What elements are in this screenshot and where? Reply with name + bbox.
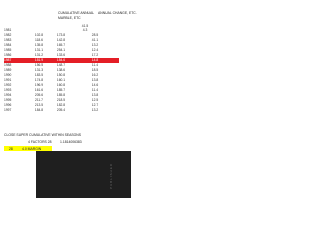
- footer-factor-value: 1.1814006383: [60, 140, 82, 144]
- value-cell: 14.8: [91, 58, 99, 62]
- value-cell: 174.8: [34, 78, 44, 82]
- year-cell: 1996: [4, 103, 12, 107]
- value-cell: 13.2: [91, 43, 99, 47]
- value-cell: 218.5: [56, 98, 66, 102]
- value-cell: 131.1: [34, 48, 44, 52]
- value-cell: 185.8: [56, 93, 66, 97]
- value-cell: 118.6: [34, 38, 43, 42]
- panel-vertical-label: PUBLISHED: [109, 163, 113, 190]
- year-cell: 1981: [4, 28, 12, 32]
- value-cell: 12.4: [91, 48, 99, 52]
- value-cell: 12.7: [91, 103, 99, 107]
- footer-margin: 4.0 MARGIN: [22, 146, 42, 151]
- value-cell: 142.8: [56, 38, 66, 42]
- value-cell: 150.8: [56, 73, 66, 77]
- table-row: [4, 108, 119, 113]
- value-cell: 133.6: [56, 53, 66, 57]
- value-cell: 11.4: [91, 88, 99, 92]
- year-cell: 1987: [4, 58, 12, 62]
- year-cell: 1986: [4, 53, 12, 57]
- year-cell: 1983: [4, 38, 12, 42]
- value-cell: 11.4: [91, 63, 99, 67]
- year-cell: 1997: [4, 108, 12, 112]
- value-cell: 160.8: [56, 83, 66, 87]
- value-cell: 18.5: [91, 68, 99, 72]
- year-cell: 1989: [4, 68, 12, 72]
- year-cell: 1991: [4, 78, 12, 82]
- year-cell: 1994: [4, 93, 12, 97]
- value-cell: 161.6: [34, 88, 44, 92]
- year-cell: 1984: [4, 43, 12, 47]
- value-cell: 12.5: [91, 98, 99, 102]
- value-cell: 14.6: [91, 83, 99, 87]
- value-cell: 182.8: [56, 103, 66, 107]
- value-cell: 165.7: [56, 43, 66, 47]
- value-cell: 16.2: [91, 73, 99, 77]
- header-col2-label: ANNUAL CHANGE, ETC.: [98, 11, 137, 15]
- year-cell: 1993: [4, 88, 12, 92]
- value-cell: 28.5: [91, 33, 99, 37]
- value-cell: 211.7: [34, 98, 43, 102]
- year-cell: 1990: [4, 73, 12, 77]
- value-cell: 184.8: [34, 108, 44, 112]
- footer-count: 28: [9, 146, 13, 151]
- footer-note: CLOSE SUPER CUMULATIVE WITHIN SEASONS: [4, 133, 81, 137]
- value-cell: 156.5: [34, 63, 44, 67]
- value-cell: 13.8: [91, 78, 99, 82]
- value-cell: 213.5: [34, 103, 44, 107]
- year-cell: 1985: [4, 48, 12, 52]
- year-cell: 1992: [4, 83, 12, 87]
- value-cell: 173.8: [56, 33, 66, 37]
- header-col1-sublabel: MARBLE, ETC: [58, 16, 81, 20]
- value-cell: 254.1: [56, 48, 66, 52]
- value-cell: 185.7: [56, 88, 66, 92]
- value-cell: 41.5: [81, 24, 89, 28]
- value-cell: 13.8: [91, 93, 99, 97]
- value-cell: 154.6: [56, 58, 66, 62]
- value-cell: 13.2: [91, 108, 99, 112]
- value-cell: 41.1: [91, 38, 99, 42]
- value-cell: 17.2: [91, 53, 99, 57]
- year-cell: 1988: [4, 63, 12, 67]
- value-cell: 135.8: [34, 43, 44, 47]
- value-cell: 148.7: [56, 63, 66, 67]
- dark-image-panel: [36, 151, 131, 198]
- year-cell: 1995: [4, 98, 12, 102]
- value-cell: 160.1: [56, 78, 66, 82]
- value-cell: 131.2: [34, 53, 44, 57]
- year-cell: 1982: [4, 33, 12, 37]
- value-cell: 183.5: [34, 73, 44, 77]
- value-cell: 205.6: [34, 93, 44, 97]
- value-cell: 131.3: [34, 68, 44, 72]
- header-col1-label: CUMULATIVE ANNUAL: [58, 11, 95, 15]
- value-cell: 205.4: [56, 108, 66, 112]
- value-cell: 196.9: [34, 83, 44, 87]
- value-cell: 138.6: [56, 68, 66, 72]
- footer-factor-label: 4 FACTORS 28: [28, 140, 52, 144]
- value-cell: 102.8: [34, 33, 44, 37]
- value-cell: 151.9: [34, 58, 44, 62]
- value-cell: 4.3: [82, 28, 88, 32]
